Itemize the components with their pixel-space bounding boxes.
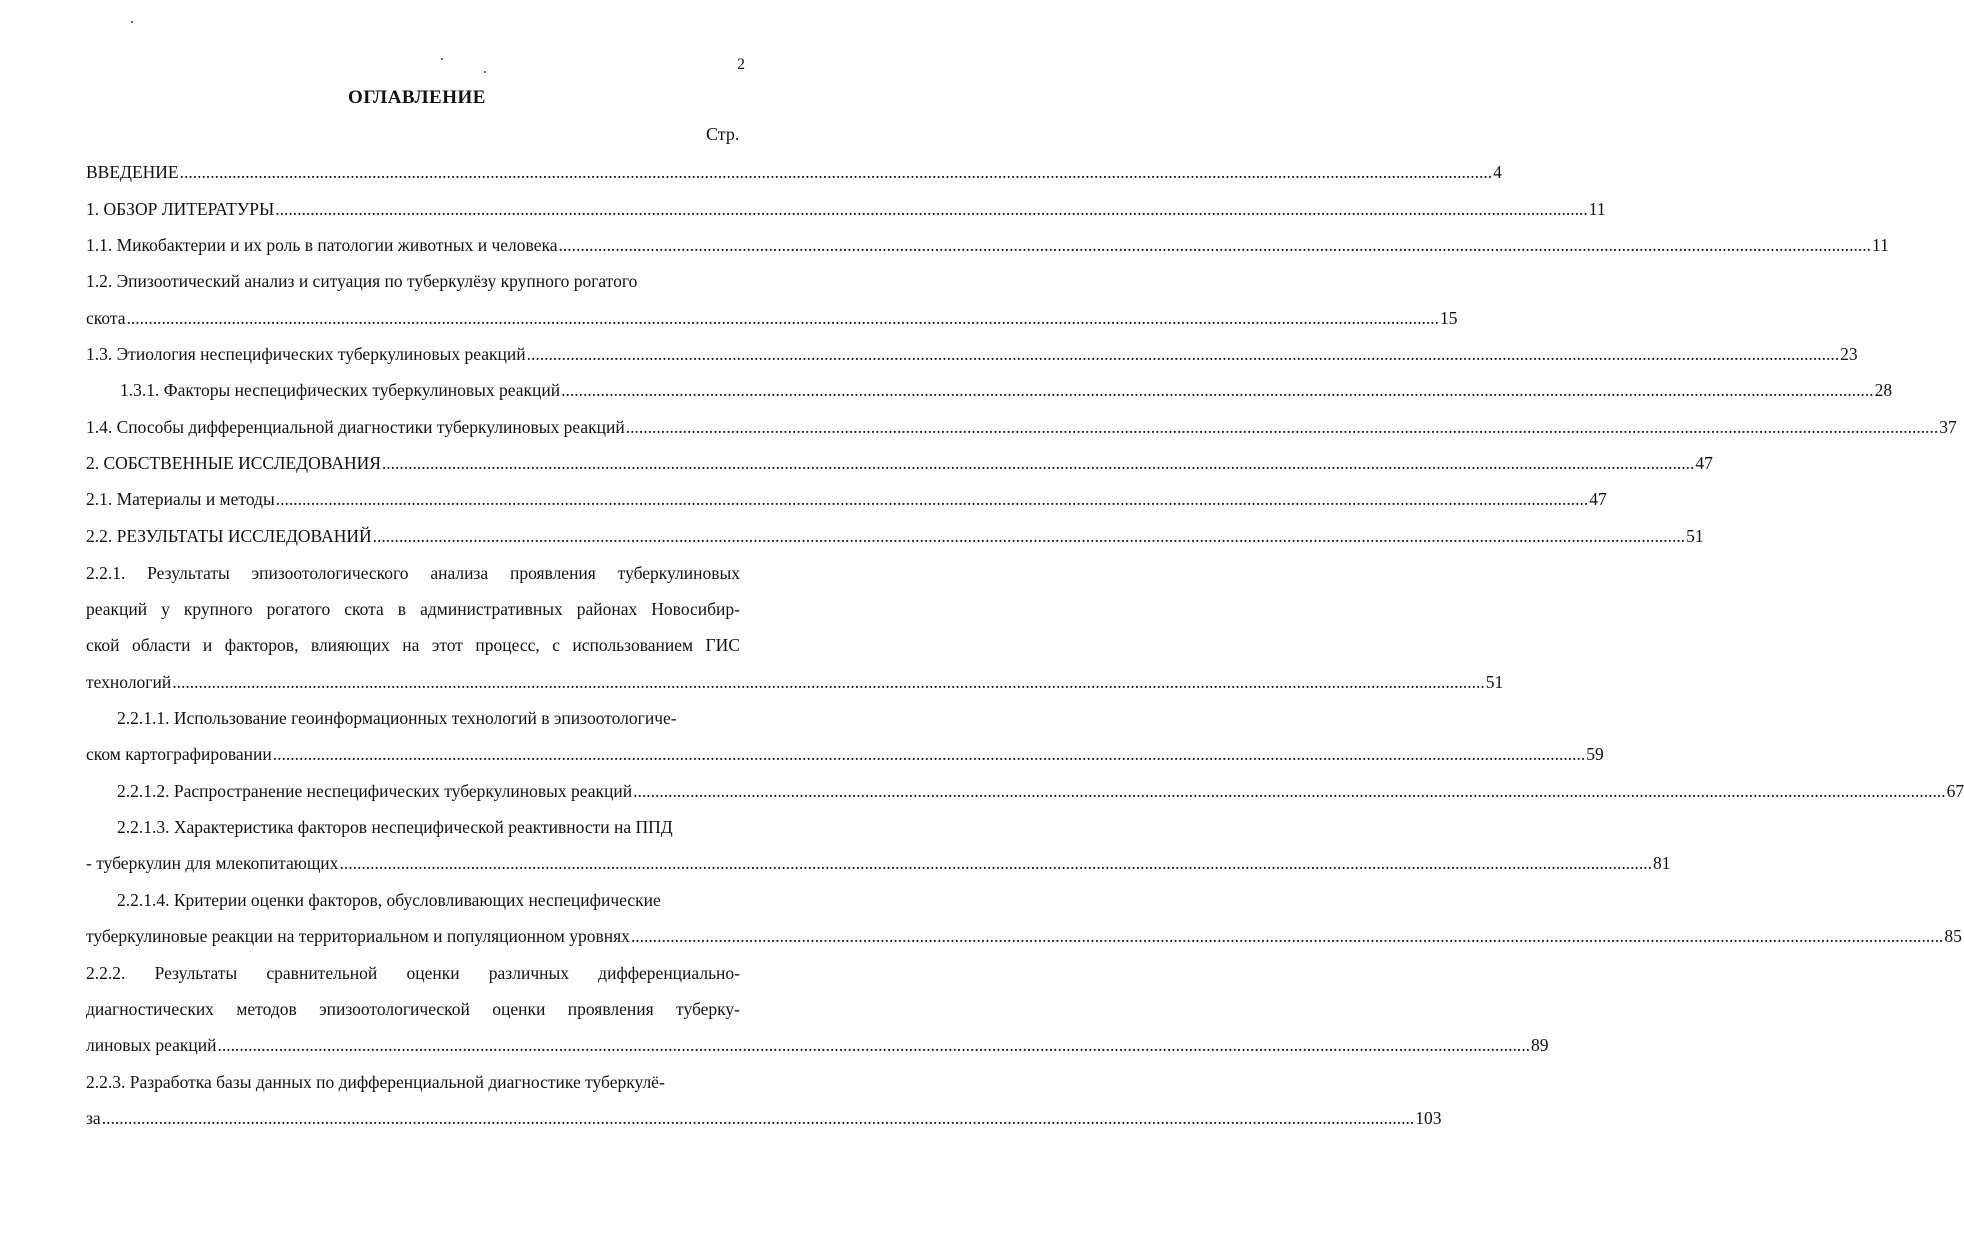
toc-entry-text: 2.1. Материалы и методы [86, 489, 275, 509]
toc-leader-dots: ............................................................................................................................................................................................................................................................................................................ [526, 344, 1840, 364]
toc-leader-dots: ............................................................................................................................................................................................................................................................................................................ [172, 672, 1485, 692]
scan-speck [484, 71, 486, 73]
toc-entry-text: 1.1. Микобактерии и их роль в патологии животных и человека [86, 235, 558, 255]
toc-leader-dots: ............................................................................................................................................................................................................................................................................................................ [179, 162, 1493, 182]
toc-entry-page: 51 [1485, 672, 1504, 692]
page-title: ОГЛАВЛЕНИЕ [348, 87, 486, 108]
toc-entry-text: 1.4. Способы дифференциальной диагностики туберкулиновых реакций [86, 417, 625, 437]
toc-leader-dots: ............................................................................................................................................................................................................................................................................................................ [101, 1108, 1415, 1128]
toc-entry-text: 1.3.1. Факторы неспецифических туберкулиновых реакций [120, 380, 561, 400]
toc-entry-epizootic-analysis-line[interactable]: 1.2. Эпизоотический анализ и ситуация по туберкулёзу крупного рогатого [86, 271, 638, 291]
toc-entry-database[interactable] [86, 1107, 1442, 1129]
toc-entry-reactivity[interactable] [86, 852, 1671, 874]
page-column-label: Стр. [706, 124, 740, 144]
toc-leader-dots: ............................................................................................................................................................................................................................................................................................................ [272, 744, 1586, 764]
toc-entry-page: 23 [1840, 344, 1858, 364]
toc-entry-text: линовых реакций [86, 1035, 217, 1055]
toc-entry-factors[interactable] [120, 379, 1893, 401]
toc-entry-page: 47 [1695, 453, 1713, 473]
toc-entry-page: 81 [1652, 853, 1671, 873]
toc-entry-text: ском картографировании [86, 744, 272, 764]
toc-entry-text: 2.2.1.2. Распространение неспецифических туберкулиновых реакций [117, 781, 633, 801]
toc-entry-text: 1. ОБЗОР ЛИТЕРАТУРЫ [86, 199, 275, 219]
toc-entry-materials-methods[interactable] [86, 488, 1607, 510]
toc-entry-page: 59 [1586, 744, 1604, 764]
toc-entry-page: 67 [1946, 781, 1964, 801]
toc-entry-geoinformation-line[interactable]: 2.2.1.1. Использование геоинформационных технологий в эпизоотологиче- [117, 708, 677, 728]
toc-entry-text: туберкулиновые реакции на территориальном и популяционном уровнях [86, 926, 630, 946]
toc-entry-page: 51 [1686, 526, 1704, 546]
toc-leader-dots: ............................................................................................................................................................................................................................................................................................................ [372, 526, 1686, 546]
toc-entry-page: 15 [1440, 308, 1458, 328]
toc-leader-dots: ............................................................................................................................................................................................................................................................................................................ [558, 235, 1871, 255]
toc-leader-dots: ............................................................................................................................................................................................................................................................................................................ [625, 417, 1939, 437]
toc-entry-research-results[interactable] [86, 525, 1704, 547]
toc-entry-text: 1.3. Этиология неспецифических туберкулиновых реакций [86, 344, 526, 364]
toc-entry-page: 89 [1530, 1035, 1549, 1055]
toc-entry-page: 11 [1871, 235, 1889, 255]
toc-entry-introduction[interactable] [86, 161, 1502, 183]
toc-entry-page: 4 [1493, 162, 1502, 182]
toc-entry-page: 28 [1874, 380, 1893, 400]
toc-leader-dots: ............................................................................................................................................................................................................................................................................................................ [339, 853, 1652, 873]
toc-entry-spread[interactable] [117, 780, 1964, 802]
toc-entry-mycobacteria[interactable] [86, 234, 1889, 256]
scan-speck [131, 21, 133, 23]
toc-entry-diagnostics-methods[interactable] [86, 416, 1957, 438]
page-number: 2 [737, 56, 745, 73]
toc-entry-text: 2. СОБСТВЕННЫЕ ИССЛЕДОВАНИЯ [86, 453, 381, 473]
toc-entry-comparison-line[interactable]: 2.2.2. Результаты сравнительной оценки различных дифференциально- [86, 963, 740, 983]
toc-leader-dots: ............................................................................................................................................................................................................................................................................................................ [633, 781, 1946, 801]
toc-entry-page: 103 [1415, 1108, 1442, 1128]
toc-entry-gis-analysis-line[interactable]: 2.2.1. Результаты эпизоотологического анализа проявления туберкулиновых [86, 563, 740, 583]
toc-leader-dots: ............................................................................................................................................................................................................................................................................................................ [217, 1035, 1530, 1055]
toc-leader-dots: ............................................................................................................................................................................................................................................................................................................ [630, 926, 1944, 946]
toc-entry-criteria[interactable] [86, 925, 1962, 947]
toc-entry-text: технологий [86, 672, 172, 692]
toc-entry-literature-review[interactable] [86, 198, 1606, 220]
toc-entry-text: - туберкулин для млекопитающих [86, 853, 339, 873]
toc-entry-text: скота [86, 308, 126, 328]
toc-entry-text: ВВЕДЕНИЕ [86, 162, 179, 182]
toc-leader-dots: ............................................................................................................................................................................................................................................................................................................ [126, 308, 1440, 328]
toc-entry-database-line[interactable]: 2.2.3. Разработка базы данных по дифференциальной диагностике туберкулё- [86, 1072, 665, 1092]
toc-entry-own-research[interactable] [86, 452, 1713, 474]
toc-leader-dots: ............................................................................................................................................................................................................................................................................................................ [275, 199, 1588, 219]
toc-entry-page: 85 [1944, 926, 1962, 946]
toc-entry-etiology[interactable] [86, 343, 1858, 365]
toc-entry-criteria-line[interactable]: 2.2.1.4. Критерии оценки факторов, обусловливающих неспецифические [117, 890, 661, 910]
toc-entry-comparison-line[interactable]: диагностических методов эпизоотологической оценки проявления туберку- [86, 999, 740, 1019]
toc-entry-text: за [86, 1108, 101, 1128]
toc-entry-gis-analysis[interactable] [86, 671, 1504, 693]
toc-entry-reactivity-line[interactable]: 2.2.1.3. Характеристика факторов неспецифической реактивности на ППД [117, 817, 673, 837]
toc-entry-text: 2.2. РЕЗУЛЬТАТЫ ИССЛЕДОВАНИЙ [86, 526, 372, 546]
toc-entry-page: 47 [1589, 489, 1607, 509]
toc-entry-gis-analysis-line[interactable]: реакций у крупного рогатого скота в административных районах Новосибир- [86, 599, 740, 619]
toc-entry-geoinformation[interactable] [86, 743, 1604, 765]
toc-entry-page: 37 [1939, 417, 1957, 437]
toc-leader-dots: ............................................................................................................................................................................................................................................................................................................ [381, 453, 1695, 473]
toc-entry-page: 11 [1588, 199, 1606, 219]
toc-leader-dots: ............................................................................................................................................................................................................................................................................................................ [561, 380, 1874, 400]
toc-entry-comparison[interactable] [86, 1034, 1549, 1056]
toc-entry-epizootic-analysis[interactable] [86, 307, 1458, 329]
scan-speck [441, 58, 443, 60]
toc-entry-gis-analysis-line[interactable]: ской области и факторов, влияющих на этот процесс, с использованием ГИС [86, 635, 740, 655]
toc-leader-dots: ............................................................................................................................................................................................................................................................................................................ [275, 489, 1589, 509]
